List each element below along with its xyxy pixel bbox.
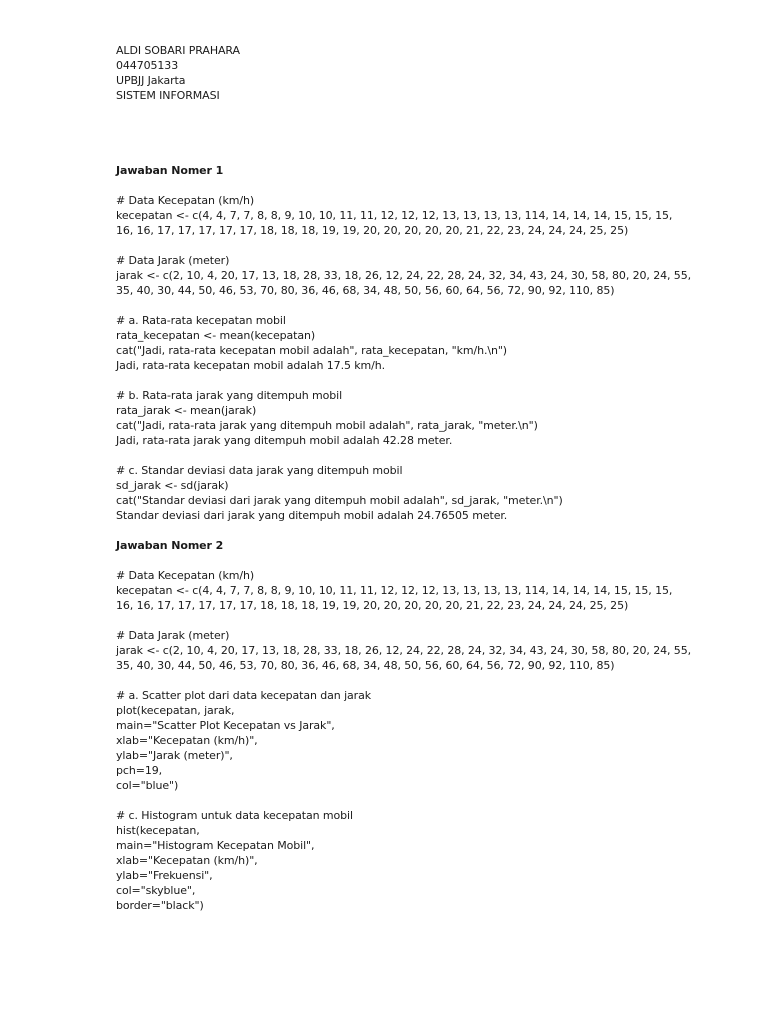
code-line: rata_jarak <- mean(jarak) bbox=[116, 404, 257, 417]
code-line: cat("Jadi, rata-rata kecepatan mobil adalah", rata_kecepatan, "km/h.\n") bbox=[116, 344, 507, 357]
code-line: jarak <- c(2, 10, 4, 20, 17, 13, 18, 28, 33, 18, 26, 12, 24, 22, 28, 24, 32, 34, 43, 24, 30, 58, 80, 20, 24, 55, bbox=[116, 644, 692, 657]
code-line: pch=19, bbox=[116, 764, 163, 777]
code-line: cat("Standar deviasi dari jarak yang ditempuh mobil adalah", sd_jarak, "meter.\n") bbox=[116, 494, 563, 507]
result-text: Jadi, rata-rata kecepatan mobil adalah 17.5 km/h. bbox=[116, 359, 386, 372]
code-line: col="blue") bbox=[116, 779, 179, 792]
code-comment: # Data Jarak (meter) bbox=[116, 629, 230, 642]
code-line: main="Histogram Kecepatan Mobil", bbox=[116, 839, 315, 852]
answer-1-title: Jawaban Nomer 1 bbox=[116, 164, 224, 177]
code-line: sd_jarak <- sd(jarak) bbox=[116, 479, 229, 492]
code-line: hist(kecepatan, bbox=[116, 824, 200, 837]
code-line: 35, 40, 30, 44, 50, 46, 53, 70, 80, 36, 46, 68, 34, 48, 50, 56, 60, 64, 56, 72, 90, 92, 110, 85) bbox=[116, 659, 615, 672]
student-name: ALDI SOBARI PRAHARA bbox=[116, 44, 240, 57]
code-line: ylab="Jarak (meter)", bbox=[116, 749, 233, 762]
code-comment: # a. Scatter plot dari data kecepatan dan jarak bbox=[116, 689, 372, 702]
code-line: 16, 16, 17, 17, 17, 17, 17, 18, 18, 18, 19, 19, 20, 20, 20, 20, 20, 21, 22, 23, 24, 24, 24, 25, 25) bbox=[116, 224, 629, 237]
study-program: SISTEM INFORMASI bbox=[116, 89, 220, 102]
code-line: kecepatan <- c(4, 4, 7, 7, 8, 8, 9, 10, 10, 11, 11, 12, 12, 12, 13, 13, 13, 13, 114, 14, 14, 14, 15, 15, 15, bbox=[116, 584, 673, 597]
code-line: rata_kecepatan <- mean(kecepatan) bbox=[116, 329, 316, 342]
code-line: xlab="Kecepatan (km/h)", bbox=[116, 854, 258, 867]
result-text: Standar deviasi dari jarak yang ditempuh mobil adalah 24.76505 meter. bbox=[116, 509, 508, 522]
code-comment: # Data Jarak (meter) bbox=[116, 254, 230, 267]
code-comment: # Data Kecepatan (km/h) bbox=[116, 194, 255, 207]
code-line: plot(kecepatan, jarak, bbox=[116, 704, 235, 717]
code-line: xlab="Kecepatan (km/h)", bbox=[116, 734, 258, 747]
code-comment: # c. Histogram untuk data kecepatan mobil bbox=[116, 809, 353, 822]
code-line: kecepatan <- c(4, 4, 7, 7, 8, 8, 9, 10, 10, 11, 11, 12, 12, 12, 13, 13, 13, 13, 114, 14, 14, 14, 15, 15, 15, bbox=[116, 209, 673, 222]
code-line: ylab="Frekuensi", bbox=[116, 869, 213, 882]
code-comment: # Data Kecepatan (km/h) bbox=[116, 569, 255, 582]
code-line: col="skyblue", bbox=[116, 884, 196, 897]
document-page bbox=[116, 43, 756, 913]
answer-2-section bbox=[116, 538, 756, 913]
author-header bbox=[116, 43, 756, 103]
code-line: main="Scatter Plot Kecepatan vs Jarak", bbox=[116, 719, 335, 732]
code-comment: # c. Standar deviasi data jarak yang ditempuh mobil bbox=[116, 464, 403, 477]
result-text: Jadi, rata-rata jarak yang ditempuh mobil adalah 42.28 meter. bbox=[116, 434, 453, 447]
code-line: jarak <- c(2, 10, 4, 20, 17, 13, 18, 28, 33, 18, 26, 12, 24, 22, 28, 24, 32, 34, 43, 24, 30, 58, 80, 20, 24, 55, bbox=[116, 269, 692, 282]
code-comment: # b. Rata-rata jarak yang ditempuh mobil bbox=[116, 389, 343, 402]
student-id: 044705133 bbox=[116, 59, 179, 72]
upbjj-location: UPBJJ Jakarta bbox=[116, 74, 186, 87]
answer-1-section bbox=[116, 163, 756, 523]
spacer bbox=[116, 103, 756, 163]
code-line: 35, 40, 30, 44, 50, 46, 53, 70, 80, 36, 46, 68, 34, 48, 50, 56, 60, 64, 56, 72, 90, 92, 110, 85) bbox=[116, 284, 615, 297]
code-line: border="black") bbox=[116, 899, 204, 912]
code-line: cat("Jadi, rata-rata jarak yang ditempuh mobil adalah", rata_jarak, "meter.\n") bbox=[116, 419, 538, 432]
answer-2-title: Jawaban Nomer 2 bbox=[116, 539, 224, 552]
code-line: 16, 16, 17, 17, 17, 17, 17, 18, 18, 18, 19, 19, 20, 20, 20, 20, 20, 21, 22, 23, 24, 24, 24, 25, 25) bbox=[116, 599, 629, 612]
code-comment: # a. Rata-rata kecepatan mobil bbox=[116, 314, 286, 327]
